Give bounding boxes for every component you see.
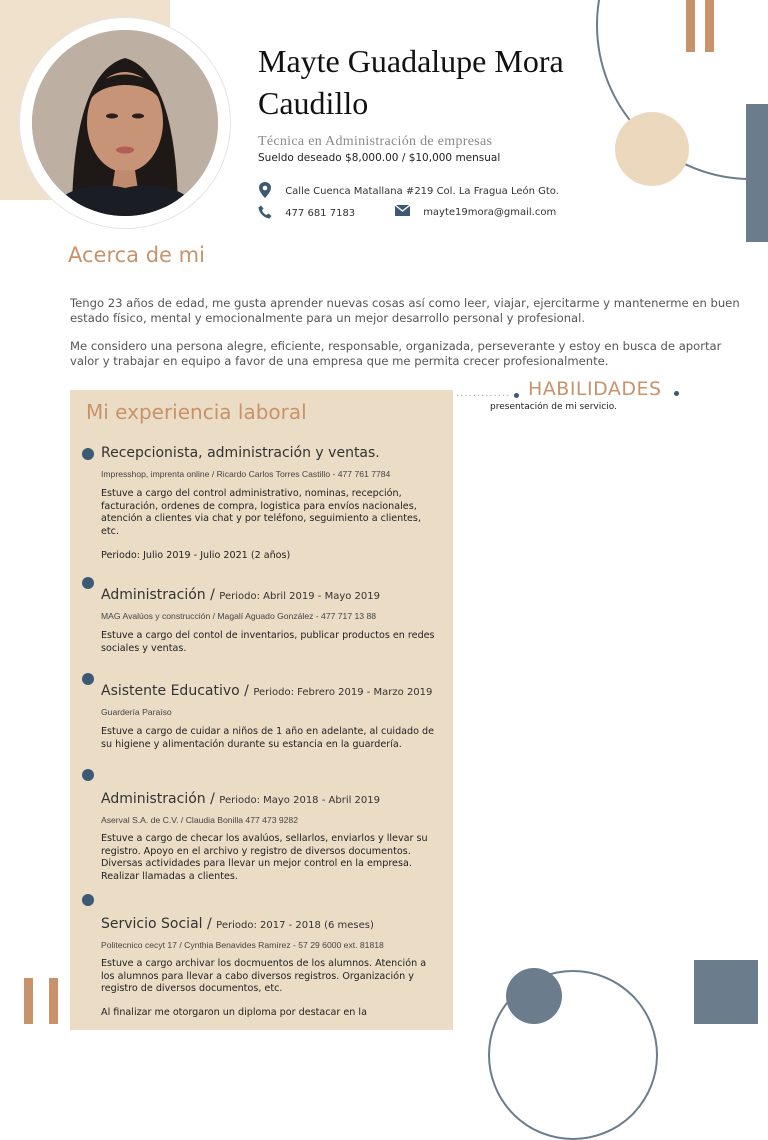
job-period-inline: Periodo: Abril 2019 - Mayo 2019 [219, 591, 380, 602]
job-description: Estuve a cargo del contol de inventarios, publicar productos en redes sociales y ventas. [101, 630, 435, 654]
profile-photo [32, 30, 218, 216]
job-role: Recepcionista, administración y ventas. [101, 445, 380, 461]
decorative-slate-circle [506, 968, 562, 1024]
job-description: Estuve a cargo archivar los docmuentos de los alumnos. Atención a los alumnos para llevar a cabo diversos registros. Organización y registro de diversos documentos, etc. [101, 958, 427, 995]
job-description: Estuve a cargo de cuidar a niños de 1 año en adelante, al cuidado de su higiene y alimentación durante su estancia en la guardería. [101, 726, 435, 750]
phone-text: 477 681 7183 [285, 208, 356, 219]
timeline-dot [82, 577, 94, 589]
about-paragraph: Tengo 23 años de edad, me gusta aprender nuevas cosas así como leer, viajar, ejercitarme y mantenerme en buen estado físico, mental y emocionalmente para un mejor desarrollo personal y profesional. [70, 296, 740, 325]
job-note: Al finalizar me otorgaron un diploma por destacar en la [101, 1007, 367, 1018]
bullet-dot [674, 391, 679, 396]
email-text: mayte19mora@gmail.com [423, 207, 557, 218]
job-company: Aserval S.A. de C.V. / Claudia Bonilla 477 473 9282 [101, 815, 298, 825]
skills-note: presentación de mi servicio. [490, 402, 617, 412]
decorative-bars-bottom [24, 978, 60, 1024]
address-row [258, 182, 559, 198]
job-description: Estuve a cargo de checar los avalúos, sellarlos, enviarlos y llevar su registro. Apoyo en el archivo y registro de diversos documentos. Diversas actividades para llevar un mejor control en la empresa. Realizar llamadas a clientes. [101, 833, 428, 882]
email-row [395, 205, 556, 218]
timeline-dot [82, 448, 94, 460]
job-description: Estuve a cargo del control administrativo, nominas, recepción, facturación, ordenes de compra, logistica para envíos nacionales, atención a clientes via chat y por teléfono, seguimiento a clientes, etc. [101, 488, 421, 537]
job-title: Técnica en Administración de empresas [258, 134, 493, 149]
job-company: MAG Avalúos y construcción / Magalí Aguado González - 477 717 13 88 [101, 611, 377, 621]
job-period-inline: Periodo: 2017 - 2018 (6 meses) [216, 920, 374, 931]
job-title [101, 916, 374, 932]
job-period-inline: Periodo: Mayo 2018 - Abril 2019 [219, 795, 380, 806]
map-pin-icon [258, 182, 272, 198]
about-paragraph: Me considero una persona alegre, eficiente, responsable, organizada, perseverante y estoy en busca de aportar valor y trabajar en equipo a favor de una empresa que me permita crecer profesionalmente. [70, 339, 722, 368]
envelope-icon [395, 205, 410, 218]
decorative-beige-circle [615, 112, 689, 186]
candidate-name: Mayte Guadalupe Mora Caudillo [258, 43, 564, 121]
bullet-dot [514, 393, 519, 398]
job-company: Impresshop, imprenta online / Ricardo Carlos Torres Castillo - 477 761 7784 [101, 469, 391, 479]
timeline-dot [82, 769, 94, 781]
job-role: Asistente Educativo / [101, 683, 249, 699]
job-role: Administración / [101, 587, 215, 603]
job-period: Periodo: Julio 2019 - Julio 2021 (2 años) [101, 550, 291, 561]
job-title [101, 445, 380, 461]
timeline-dot [82, 894, 94, 906]
job-company: Guardería Paraíso [101, 707, 172, 717]
dotted-divider: ............. [456, 388, 511, 399]
desired-salary: Sueldo deseado $8,000.00 / $10,000 mensual [258, 152, 501, 164]
decorative-bars [686, 0, 714, 52]
job-period-inline: Periodo: Febrero 2019 - Marzo 2019 [253, 687, 433, 698]
job-title [101, 683, 432, 699]
job-title [101, 791, 380, 807]
skills-heading: HABILIDADES [528, 378, 662, 400]
job-company: Politecnico cecyt 17 / Cynthia Benavides Ramírez - 57 29 6000 ext. 81818 [101, 940, 384, 950]
phone-row [258, 205, 355, 219]
about-text [70, 296, 740, 382]
about-heading: Acerca de mi [68, 243, 205, 267]
job-title [101, 587, 380, 603]
phone-icon [258, 205, 272, 219]
decorative-slate-bar [746, 104, 768, 242]
decorative-slate-square [694, 960, 758, 1024]
job-role: Servicio Social / [101, 916, 212, 932]
timeline-dot [82, 673, 94, 685]
address-text: Calle Cuenca Matallana #219 Col. La Fragua León Gto. [285, 186, 559, 197]
experience-heading: Mi experiencia laboral [86, 400, 307, 424]
job-role: Administración / [101, 791, 215, 807]
